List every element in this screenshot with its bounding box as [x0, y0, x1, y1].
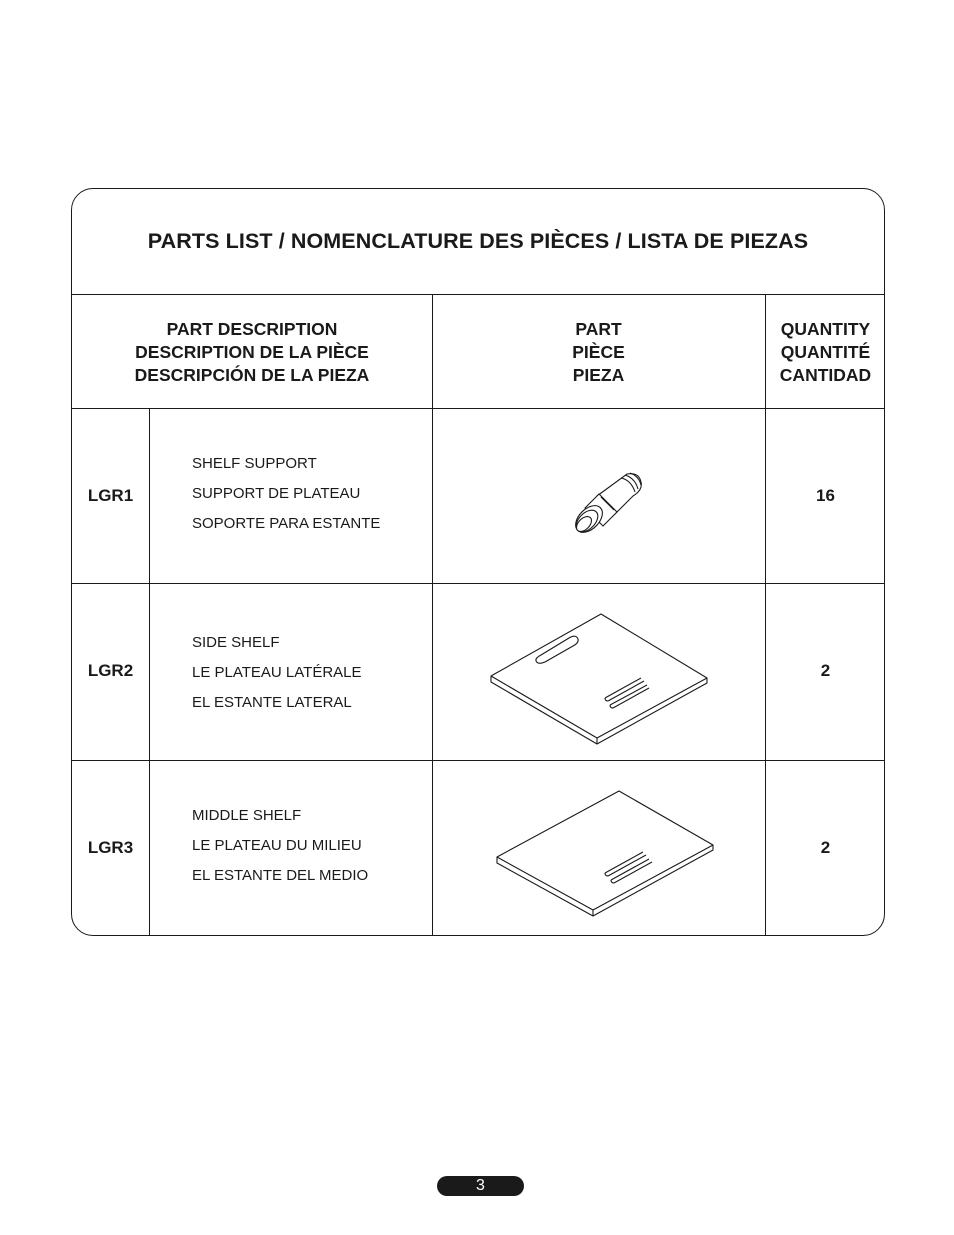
header-text: CANTIDAD [779, 364, 872, 385]
description-line: SUPPORT DE PLATEAU [192, 485, 361, 502]
header-part-description [72, 295, 432, 409]
header-text: DESCRIPTION DE LA PIÈCE [135, 341, 369, 362]
description-line: EL ESTANTE LATERAL [192, 694, 352, 711]
part-code: LGR1 [87, 486, 134, 505]
header-text: QUANTITY [780, 318, 871, 339]
part-quantity: 2 [820, 838, 831, 857]
parts-list-table [71, 188, 885, 936]
header-text: PART DESCRIPTION [166, 318, 338, 339]
middle-shelf-image [495, 787, 717, 923]
part-quantity: 2 [820, 661, 831, 680]
part-code: LGR2 [87, 661, 134, 680]
row-divider [72, 583, 884, 584]
parts-list-title: PARTS LIST / NOMENCLATURE DES PIÈCES / LISTA DE PIEZAS [72, 189, 884, 295]
description-line: LE PLATEAU LATÉRALE [192, 664, 362, 681]
description-line: SOPORTE PARA ESTANTE [192, 515, 381, 532]
description-line: MIDDLE SHELF [192, 807, 302, 824]
header-text: PART [575, 318, 622, 339]
part-quantity: 16 [816, 486, 835, 505]
side-shelf-image [489, 610, 711, 746]
description-line: EL ESTANTE DEL MEDIO [192, 867, 369, 884]
page-number: 3 [437, 1176, 524, 1196]
part-description [192, 628, 362, 718]
header-text: QUANTITÉ [780, 341, 871, 362]
part-description [192, 449, 380, 539]
header-quantity [765, 295, 885, 409]
column-divider [149, 408, 150, 936]
header-text: PIEZA [572, 364, 625, 385]
row-divider [72, 760, 884, 761]
part-code: LGR3 [87, 838, 134, 857]
header-text: DESCRIPCIÓN DE LA PIEZA [134, 364, 370, 385]
shelf-support-pin-image [567, 464, 647, 544]
header-part [432, 295, 765, 409]
description-line: SHELF SUPPORT [192, 455, 317, 472]
header-text: PIÈCE [572, 341, 625, 362]
description-line: LE PLATEAU DU MILIEU [192, 837, 362, 854]
description-line: SIDE SHELF [192, 634, 280, 651]
part-description [192, 801, 368, 891]
